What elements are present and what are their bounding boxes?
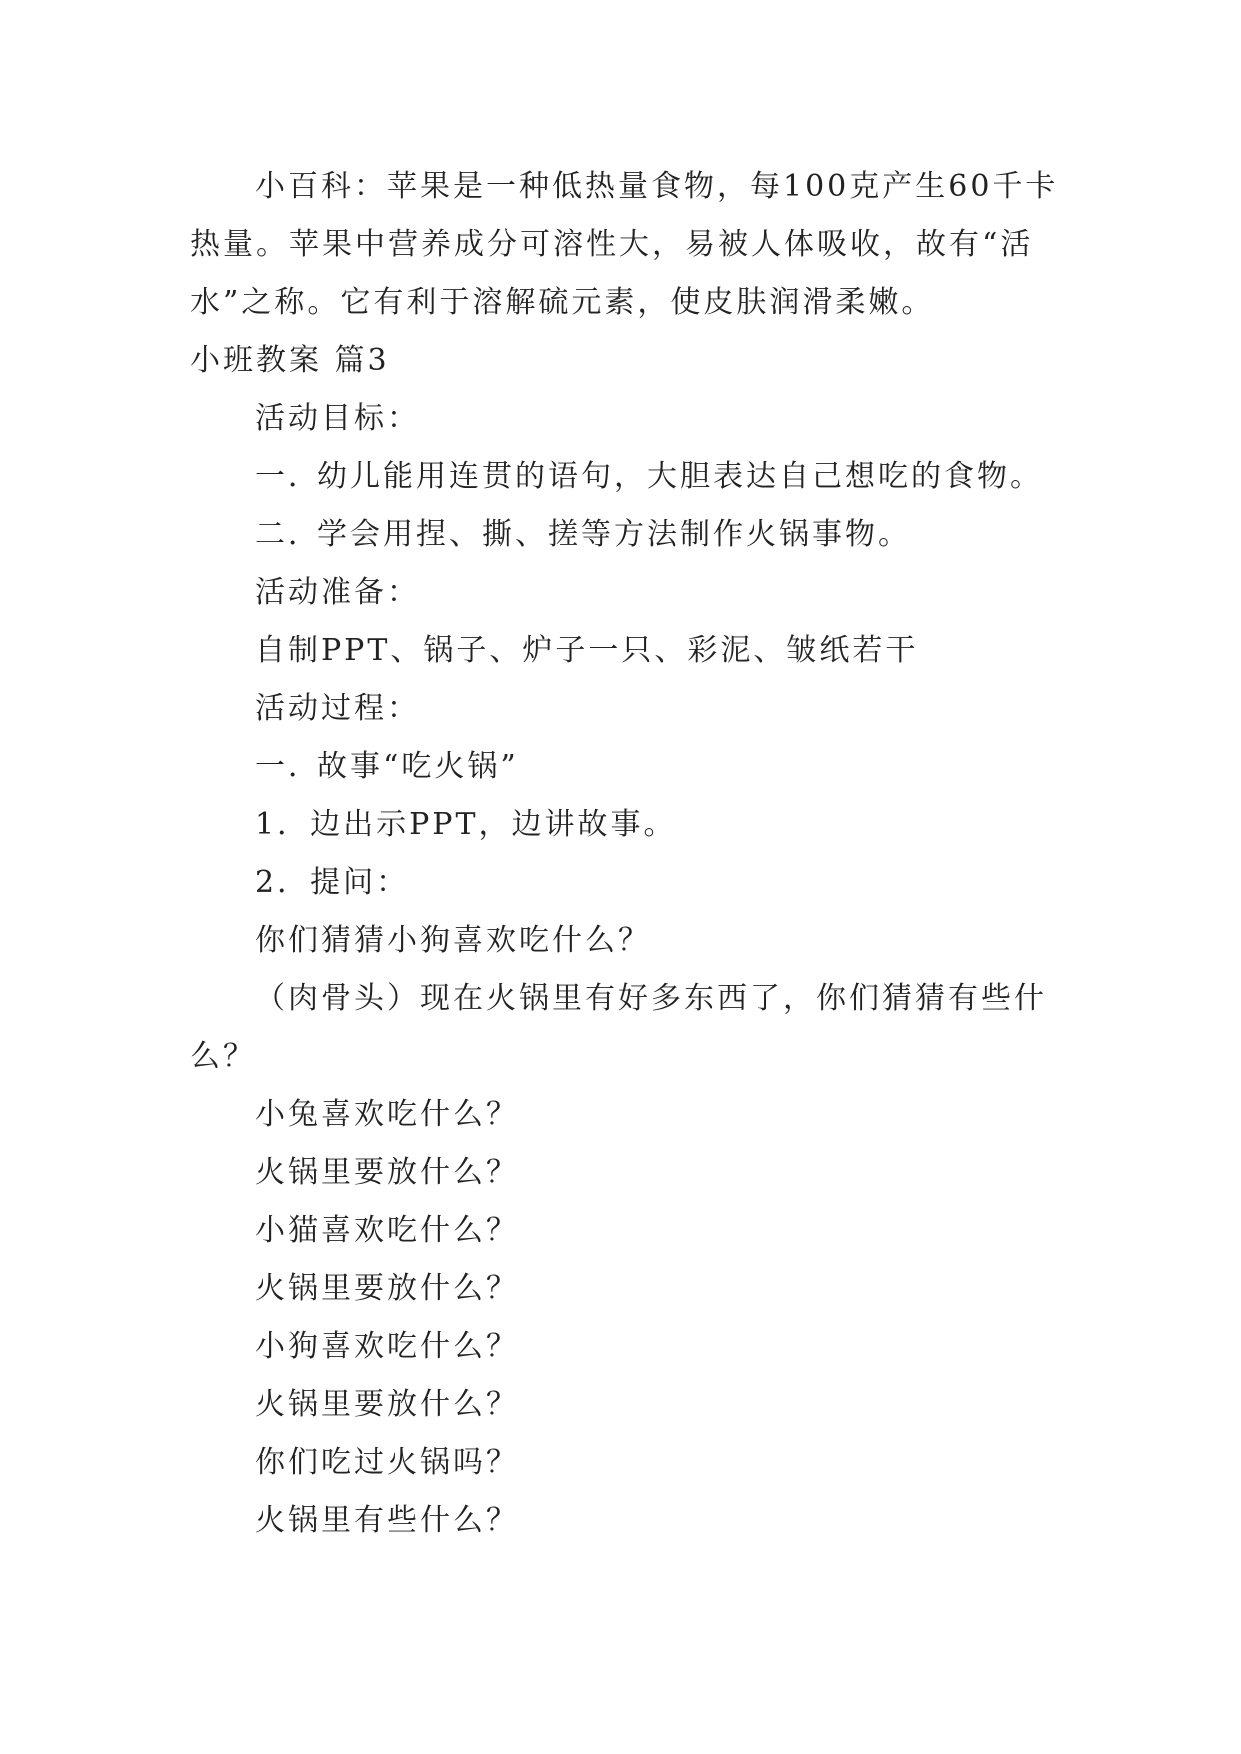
question-4: 火锅里要放什么？ — [255, 1155, 519, 1190]
goal-item-2-number: 二． — [255, 517, 321, 552]
process-step-1-text: 故事“吃火锅” — [317, 749, 519, 784]
prep-heading: 活动准备： — [255, 575, 420, 610]
question-9: 你们吃过火锅吗？ — [255, 1445, 519, 1480]
goal-item-1-number: 一． — [255, 459, 321, 494]
goal-item-2 — [190, 506, 1060, 564]
goal-heading: 活动目标： — [255, 401, 420, 436]
question-2: （肉骨头）现在火锅里有好多东西了，你们猜猜有些什么？ — [190, 981, 1047, 1074]
goal-item-2-text: 学会用捏、撕、搓等方法制作火锅事物。 — [317, 517, 911, 552]
question-5: 小猫喜欢吃什么？ — [255, 1213, 519, 1248]
question-6: 火锅里要放什么？ — [255, 1271, 519, 1306]
process-heading: 活动过程： — [255, 691, 420, 726]
process-step-1 — [190, 738, 1060, 796]
section-heading: 小班教案 篇3 — [190, 343, 390, 378]
question-3: 小兔喜欢吃什么？ — [255, 1097, 519, 1132]
process-step-1-number: 一． — [255, 749, 321, 784]
goal-item-1-text: 幼儿能用连贯的语句，大胆表达自己想吃的食物。 — [317, 459, 1043, 494]
question-1: 你们猜猜小狗喜欢吃什么？ — [255, 923, 651, 958]
paragraph-trivia: 小百科：苹果是一种低热量食物，每100克产生60千卡热量。苹果中营养成分可溶性大，易被人体吸收，故有“活水”之称。它有利于溶解硫元素，使皮肤润滑柔嫩。 — [190, 169, 1059, 320]
sub-step-1: 1．边出示PPT，边讲故事。 — [255, 807, 677, 842]
question-8: 火锅里要放什么？ — [255, 1387, 519, 1422]
question-10: 火锅里有些什么？ — [255, 1503, 519, 1538]
question-7: 小狗喜欢吃什么？ — [255, 1329, 519, 1364]
sub-step-2: 2．提问： — [255, 865, 410, 900]
document-body — [190, 158, 1060, 1550]
goal-item-1 — [190, 448, 1060, 506]
prep-text: 自制PPT、锅子、炉子一只、彩泥、皱纸若干 — [255, 633, 919, 668]
